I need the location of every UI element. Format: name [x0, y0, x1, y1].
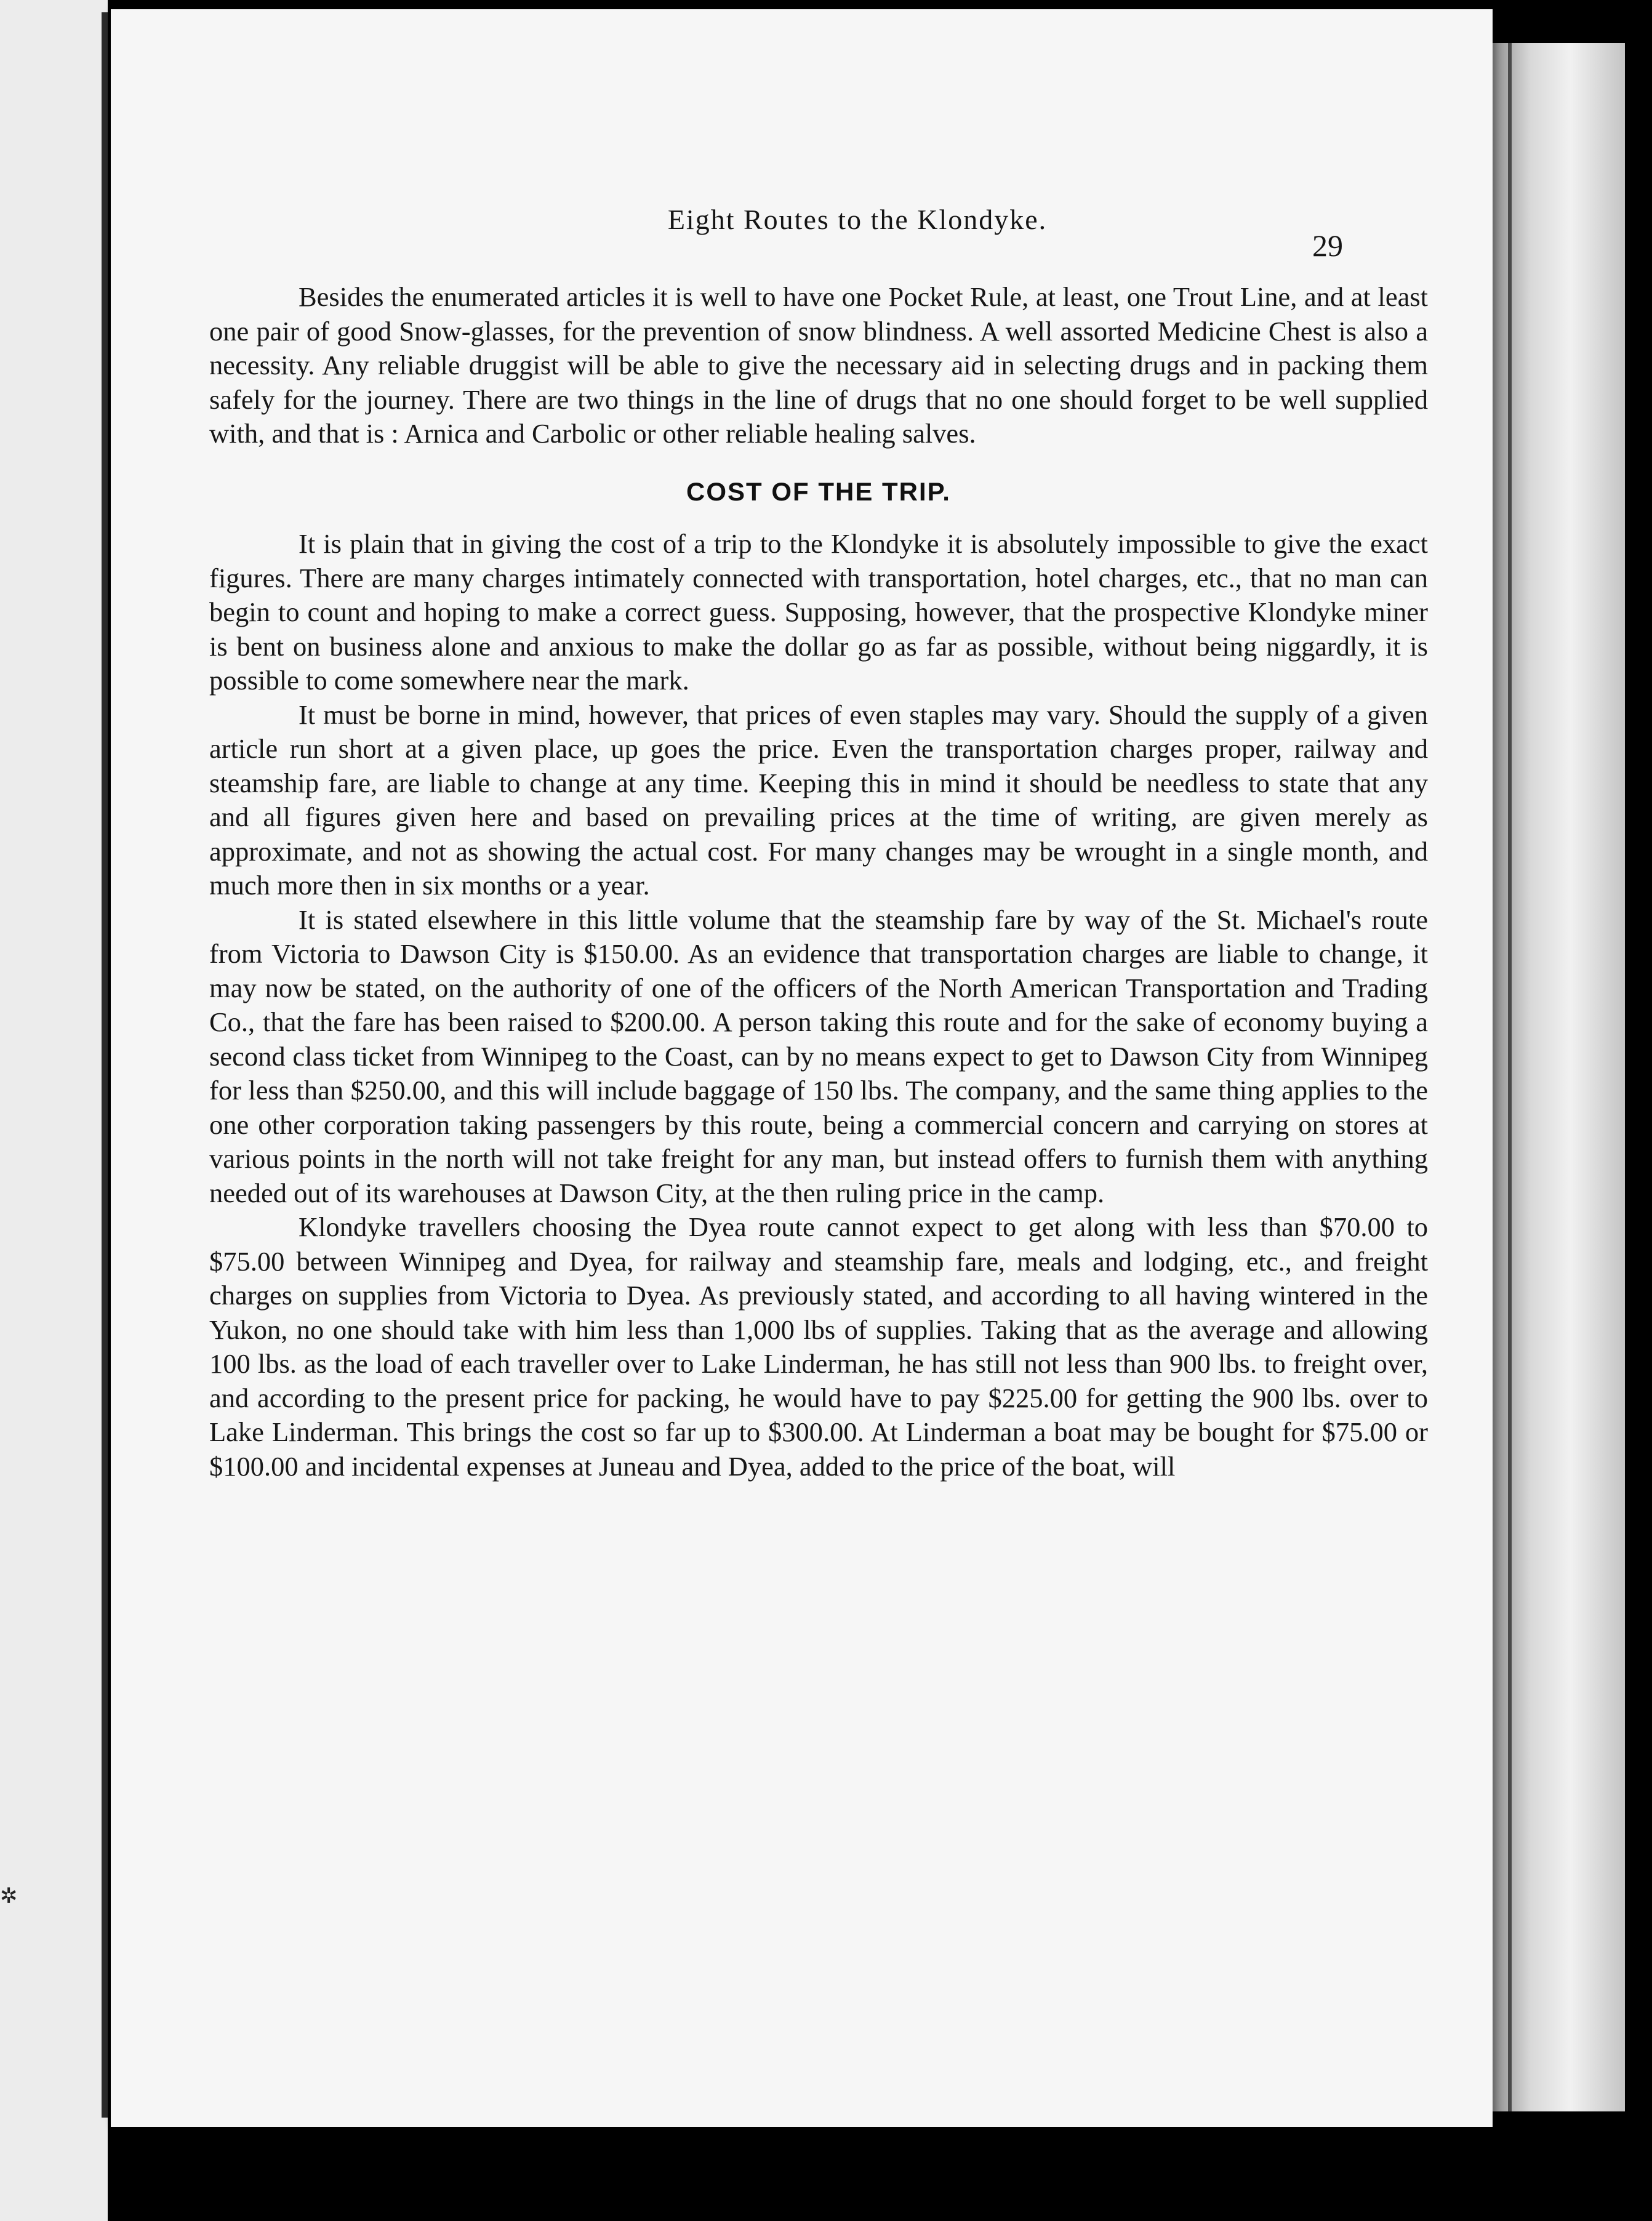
ornament-icon: ✲	[0, 1884, 18, 1908]
running-head: Eight Routes to the Klondyke.	[667, 204, 1048, 235]
paragraph-4: Klondyke travellers choosing the Dyea route cannot expect to get along with less than $70.00 to $75.00 between Winnipeg and Dyea, for railway and steamship fare, meals and lodging, etc., and freight charges on supplies from Victoria to Dyea. As previously stated, and according to all having wintered in the Yukon, no one should take with him less than 1,000 lbs of supplies. Taking that as the average and allowing 100 lbs. as the load of each traveller over to Lake Linderman, he has still not less than 900 lbs. to freight over, and according to the present price for packing, he would have to pay $225.00 for getting the 900 lbs. over to Lake Linderman. This brings the cost so far up to $300.00. At Linderman a boat may be bought for $75.00 or $100.00 and incidental expenses at Juneau and Dyea, added to the price of the boat, will	[209, 1211, 1428, 1482]
page-block-edge	[1490, 43, 1625, 2111]
gutter-shadow	[102, 12, 108, 2118]
paragraph-1: It is plain that in giving the cost of a trip to the Klondyke it is absolutely impossible to give the exact figures. There are many charges intimately connected with transportation, hotel charges, etc., that no man can begin to count and hoping to make a correct guess. Supposing, however, that the prospective Klondyke miner is bent on business alone and anxious to make the dollar go as far as possible, without being niggardly, it is possible to come somewhere near the mark.	[209, 528, 1428, 696]
page-body	[209, 280, 1428, 1484]
book-page	[111, 9, 1493, 2127]
paragraph-3: It is stated elsewhere in this little volume that the steamship fare by way of the St. Michael's route from Victoria to Dawson City is $150.00. As an evidence that transportation charges are liable to change, it may now be stated, on the authority of one of the officers of the North American Transportation and Trading Co., that the fare has been raised to $200.00. A person taking this route and for the sake of economy buying a second class ticket from Winnipeg to the Coast, can by no means expect to get to Dawson City from Winnipeg for less than $250.00, and this will include baggage of 150 lbs. The company, and the same thing applies to the one other corporation taking passengers by this route, being a commercial concern and carrying on stores at various points in the north will not take freight for any man, but instead offers to furnish them with anything needed out of its warehouses at Dawson City, at the then ruling price in the camp.	[209, 904, 1428, 1208]
intro-paragraph: Besides the enumerated articles it is well to have one Pocket Rule, at least, one Trout Line, and at least one pair of good Snow-glasses, for the prevention of snow blindness. A well assorted Medicine Chest is also a necessity. Any reliable druggist will be able to give the necessary aid in selecting drugs and in packing them safely for the journey. There are two things in the line of drugs that no one should forget to be well supplied with, and that is : Arnica and Carbolic or other reliable healing salves.	[209, 281, 1428, 449]
paragraph-2: It must be borne in mind, however, that prices of even staples may vary. Should the supply of a given article run short at a given place, up goes the price. Even the transportation charges proper, railway and steamship fare, are liable to change at any time. Keeping this in mind it should be needless to state that any and all figures given here and based on prevailing prices at the time of writing, are given merely as approximate, and not as showing the actual cost. For many changes may be wrought in a single month, and much more then in six months or a year.	[209, 699, 1428, 901]
page-number: 29	[1312, 228, 1343, 263]
section-heading: COST OF THE TRIP.	[686, 476, 951, 506]
